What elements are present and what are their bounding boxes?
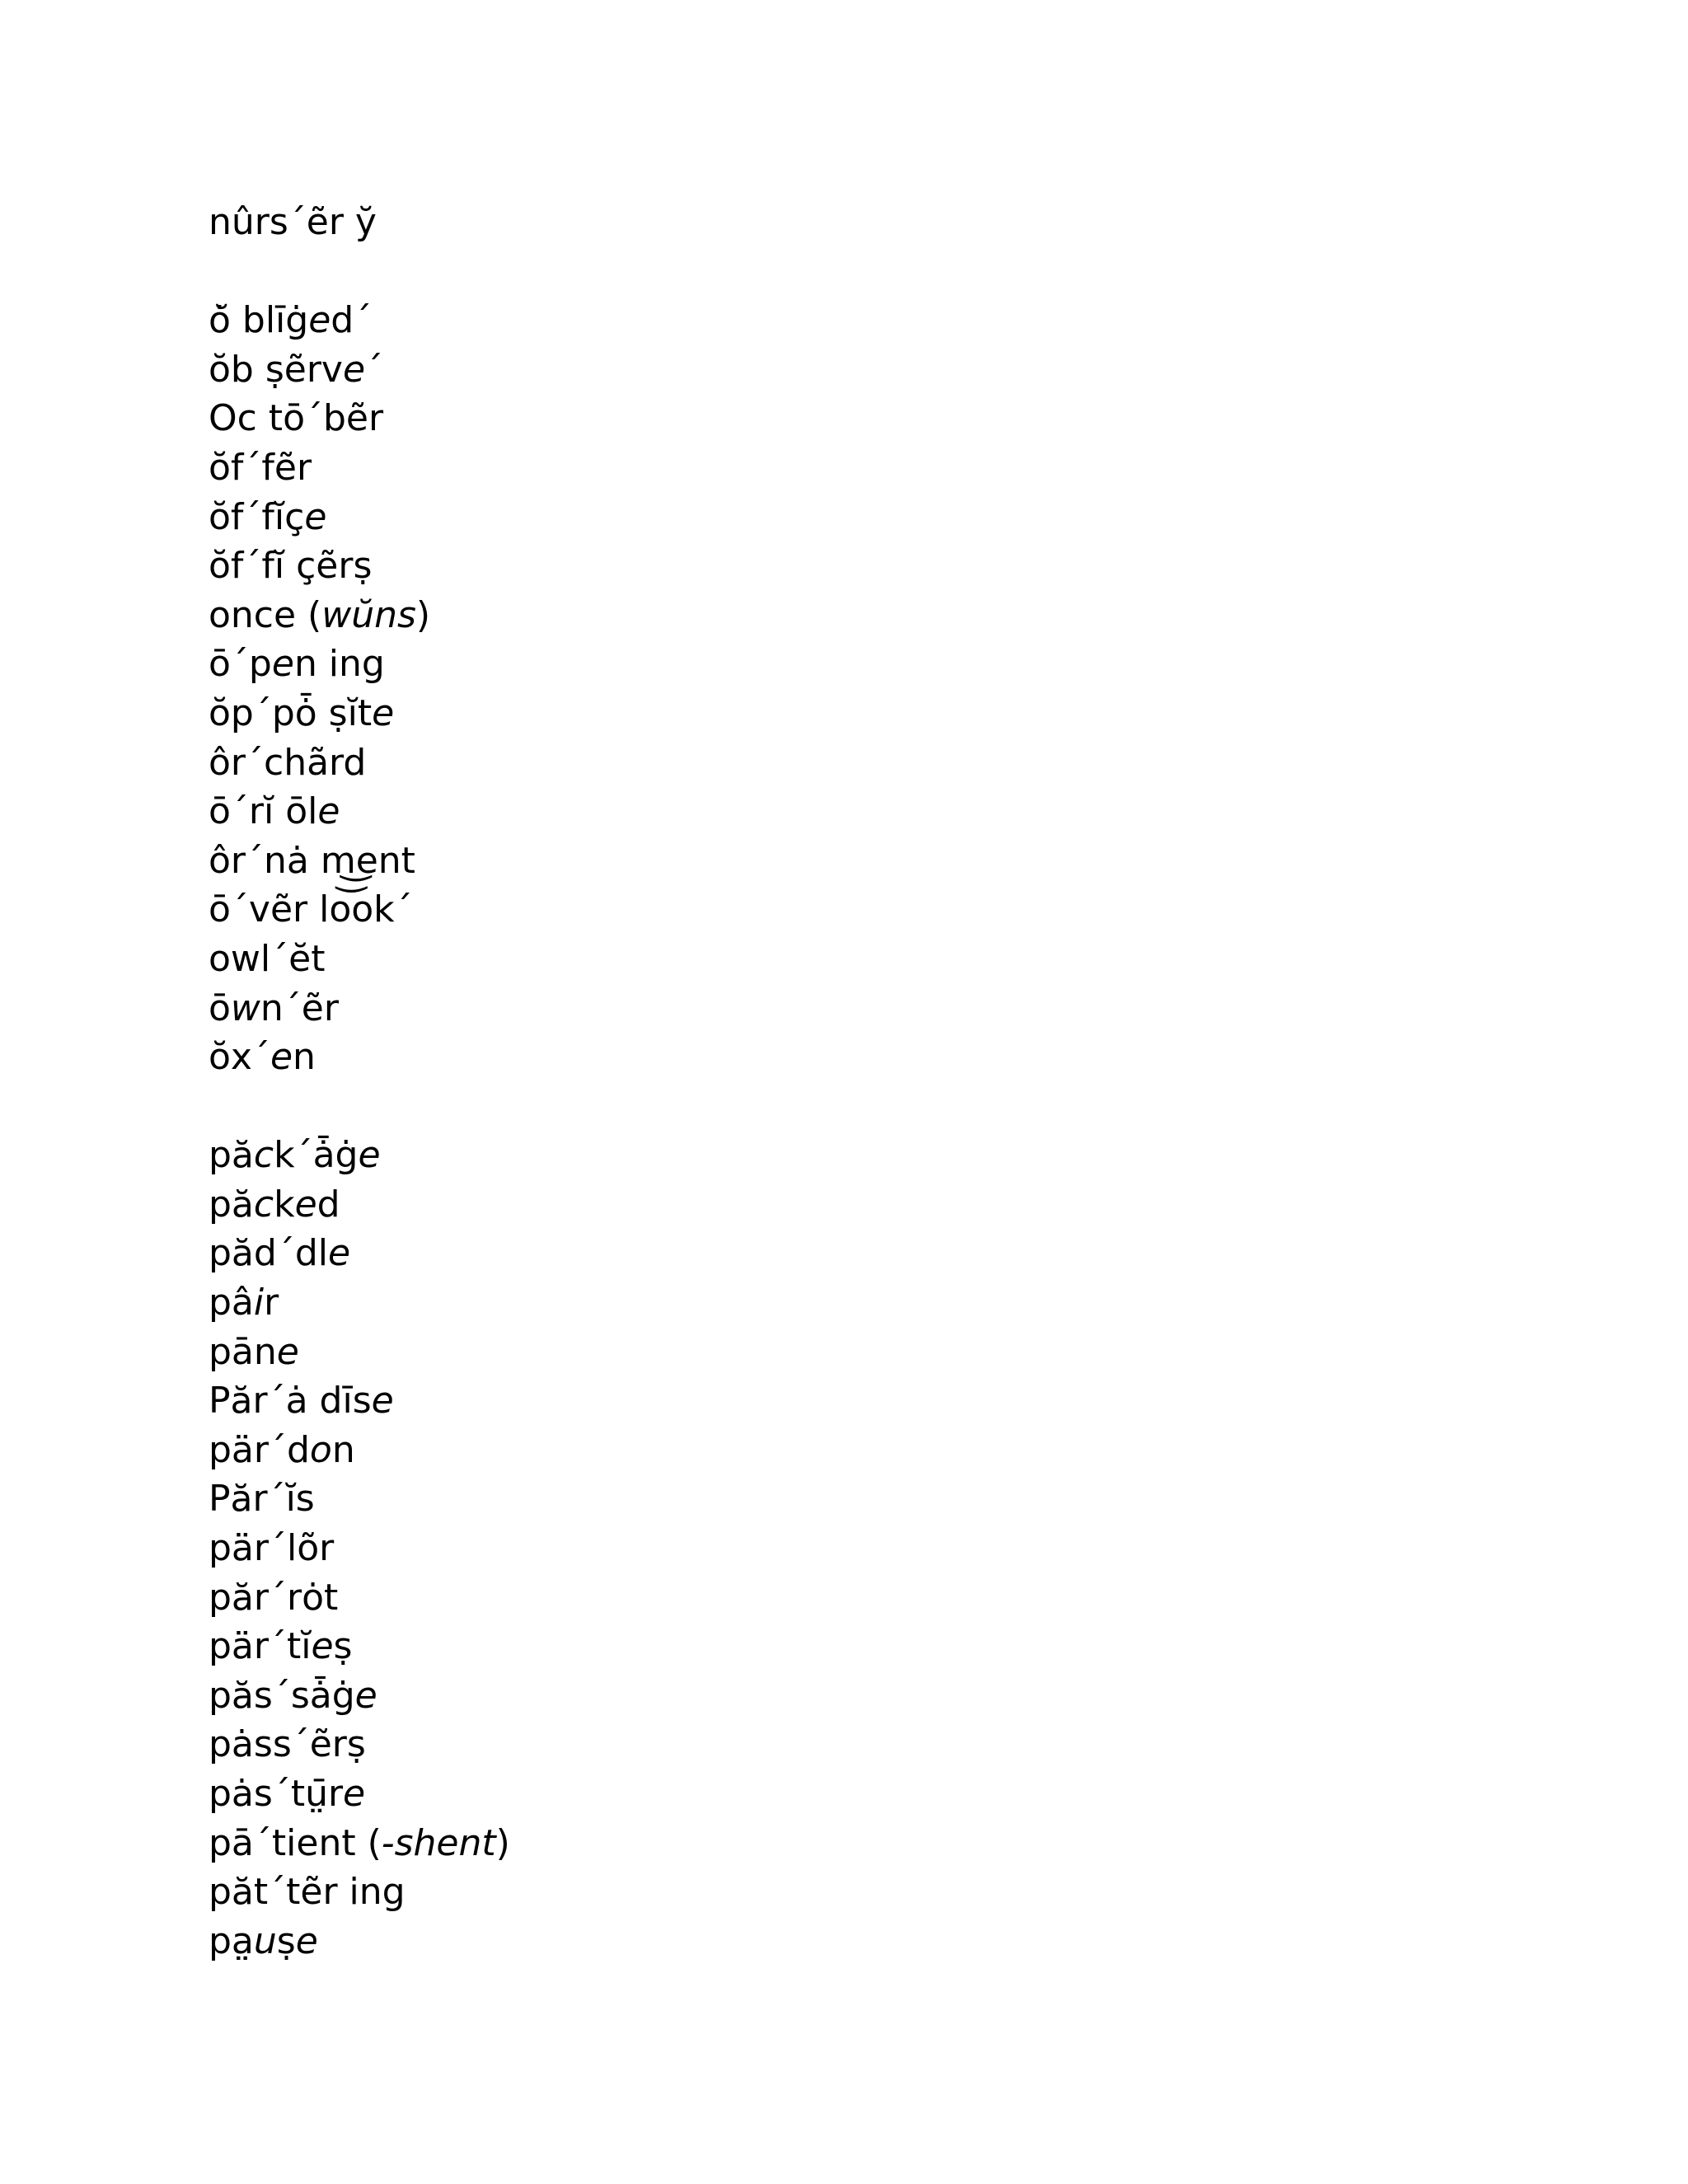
word-entry: once (wŭns) (209, 593, 431, 636)
word-entry: ō´vẽr lo͝ok´ (209, 888, 413, 931)
section-gap (209, 1082, 510, 1132)
section-gap (209, 247, 510, 297)
word-entry: pa̤uṣe (209, 1919, 318, 1962)
word-entry: păt´tẽr ing (209, 1871, 406, 1914)
pronunciation-word-list (209, 198, 510, 1966)
word-entry: ō´rĭ ōle (209, 790, 340, 833)
word-entry: Păr´ĭs (209, 1478, 315, 1521)
word-entry: Oc tō´bẽr (209, 397, 384, 440)
word-entry: păd´dle (209, 1232, 351, 1275)
word-entry: pā´tient (-shent) (209, 1821, 510, 1864)
word-entry: Păr´ȧ dīse (209, 1380, 394, 1422)
word-entry: ôr´nȧ m͜ent (209, 839, 415, 882)
word-entry: păr´rȯt (209, 1576, 339, 1619)
word-entry: ôr´chãrd (209, 741, 367, 784)
word-entry: pâir (209, 1282, 279, 1324)
word-entry: ŏf´fĭ çẽrṣ (209, 545, 373, 588)
word-entry: păcked (209, 1183, 340, 1226)
word-entry: ŏf´fĭçe (209, 495, 327, 538)
word-entry: ŏf´fẽr (209, 446, 312, 489)
word-entry: pȧss´ẽrṣ (209, 1723, 366, 1766)
word-entry: owl´ĕt (209, 937, 326, 980)
word-entry: ō´pen ing (209, 643, 385, 686)
word-entry: pär´lõr (209, 1527, 335, 1570)
word-entry: pär´tĭeṣ (209, 1625, 353, 1668)
word-entry: ŏx´en (209, 1036, 316, 1079)
word-entry: păck´ǡġe (209, 1134, 381, 1177)
word-entry: ȯ̆ blīġed´ (209, 299, 373, 342)
word-entry: pär´don (209, 1428, 355, 1471)
word-entry: nûrs´ẽr y̆ (209, 201, 377, 243)
word-entry: pȧs´tṳ̄re (209, 1773, 366, 1815)
word-entry: ŏb ṣẽrve´ (209, 348, 384, 391)
word-entry: păs´sǡġe (209, 1674, 377, 1717)
word-entry: pāne (209, 1330, 299, 1373)
word-entry: ōwn´ẽr (209, 987, 339, 1029)
word-entry: ŏp´pȱ ṣĭte (209, 691, 395, 734)
